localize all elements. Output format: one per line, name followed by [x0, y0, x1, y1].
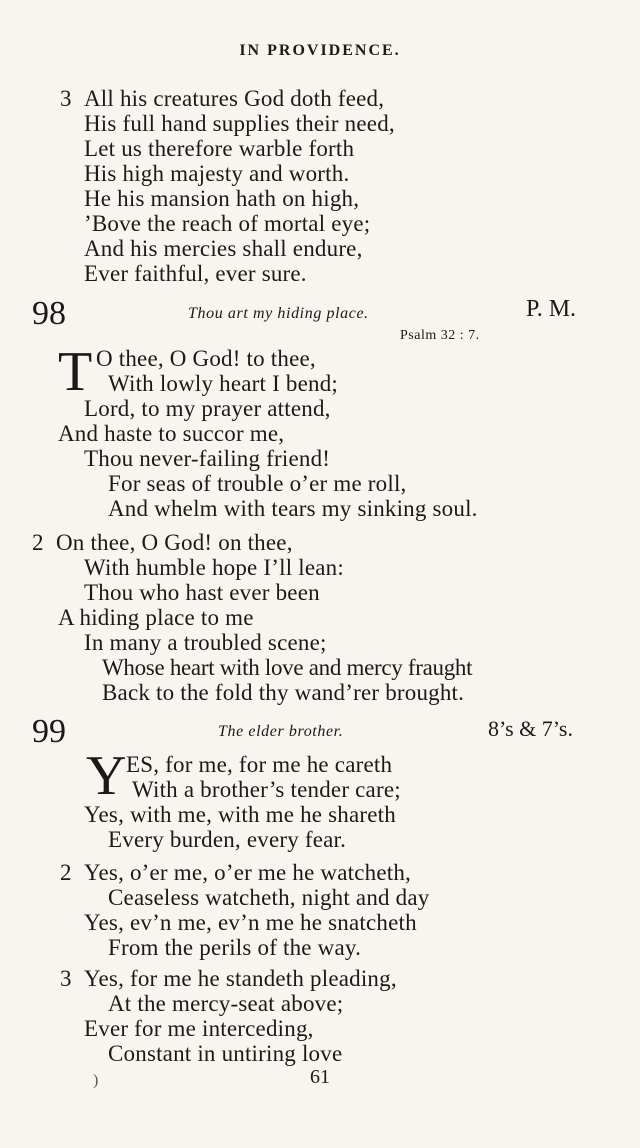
stanza-line: In many a troubled scene;	[84, 630, 327, 655]
stanza-line: With a brother’s tender care;	[132, 777, 401, 802]
stanza-line: Constant in untiring love	[108, 1041, 343, 1066]
stanza-line: At the mercy-seat above;	[108, 991, 344, 1016]
stanza-line: Back to the fold thy wand’rer brought.	[102, 680, 465, 705]
stanza-line: Ever faithful, ever sure.	[84, 261, 307, 286]
hymn-title: The elder brother.	[218, 723, 344, 740]
stanza-line: ’Bove the reach of mortal eye;	[84, 211, 371, 236]
stanza-line: With humble hope I’ll lean:	[84, 555, 344, 580]
stanza-line: Thou never-failing friend!	[84, 446, 331, 471]
stanza-line: 2 On thee, O God! on thee,	[32, 530, 293, 555]
margin-mark: )	[93, 1072, 99, 1089]
stanza-line: Whose heart with love and mercy fraught	[102, 655, 473, 680]
stanza-line: He his mansion hath on high,	[84, 186, 360, 211]
stanza-line: Thou who hast ever been	[84, 580, 320, 605]
stanza-line: And whelm with tears my sinking soul.	[108, 496, 478, 521]
stanza-line: O thee, O God! to thee,	[96, 346, 316, 371]
hymn-meter: 8’s & 7’s.	[488, 716, 573, 741]
stanza-line: Yes, with me, with me he shareth	[84, 802, 396, 827]
page-number: 61	[310, 1066, 330, 1088]
drop-cap: T	[58, 341, 93, 403]
stanza-number: 2	[60, 860, 72, 885]
running-header: IN PROVIDENCE.	[239, 42, 401, 59]
hymn-meter: P. M.	[526, 296, 577, 322]
stanza-line: Lord, to my prayer attend,	[84, 396, 331, 421]
stanza-line: His high majesty and worth.	[84, 161, 350, 186]
drop-cap: Y	[86, 745, 127, 807]
stanza-line: ES, for me, for me he careth	[126, 752, 393, 777]
stanza-line: From the perils of the way.	[108, 935, 362, 960]
stanza-number: 3	[60, 966, 72, 991]
stanza-line: His full hand supplies their need,	[84, 111, 395, 136]
stanza-line: For seas of trouble o’er me roll,	[108, 471, 407, 496]
stanza-line: Let us therefore warble forth	[84, 136, 355, 161]
stanza-number: 2	[32, 530, 44, 555]
stanza-line: Ceaseless watcheth, night and day	[108, 885, 430, 910]
stanza-line: Yes, ev’n me, ev’n me he snatcheth	[84, 910, 417, 935]
stanza-line: And his mercies shall endure,	[84, 236, 363, 261]
stanza-line: 2 Yes, o’er me, o’er me he watcheth,	[60, 860, 411, 885]
stanza-line: Ever for me interceding,	[84, 1016, 314, 1041]
stanza-line: With lowly heart I bend;	[108, 371, 338, 396]
hymn-title: Thou art my hiding place.	[188, 305, 369, 322]
hymn-number: 98	[32, 295, 66, 332]
stanza-line: Every burden, every fear.	[108, 827, 347, 852]
stanza-line: 3 Yes, for me he standeth pleading,	[60, 966, 397, 991]
stanza-number: 3	[60, 86, 72, 111]
stanza-line: And haste to succor me,	[58, 421, 285, 446]
hymn-number: 99	[32, 713, 66, 750]
stanza-line: 3 All his creatures God doth feed,	[60, 86, 385, 111]
stanza-line: A hiding place to me	[58, 605, 254, 630]
scripture-reference: Psalm 32 : 7.	[400, 328, 480, 343]
